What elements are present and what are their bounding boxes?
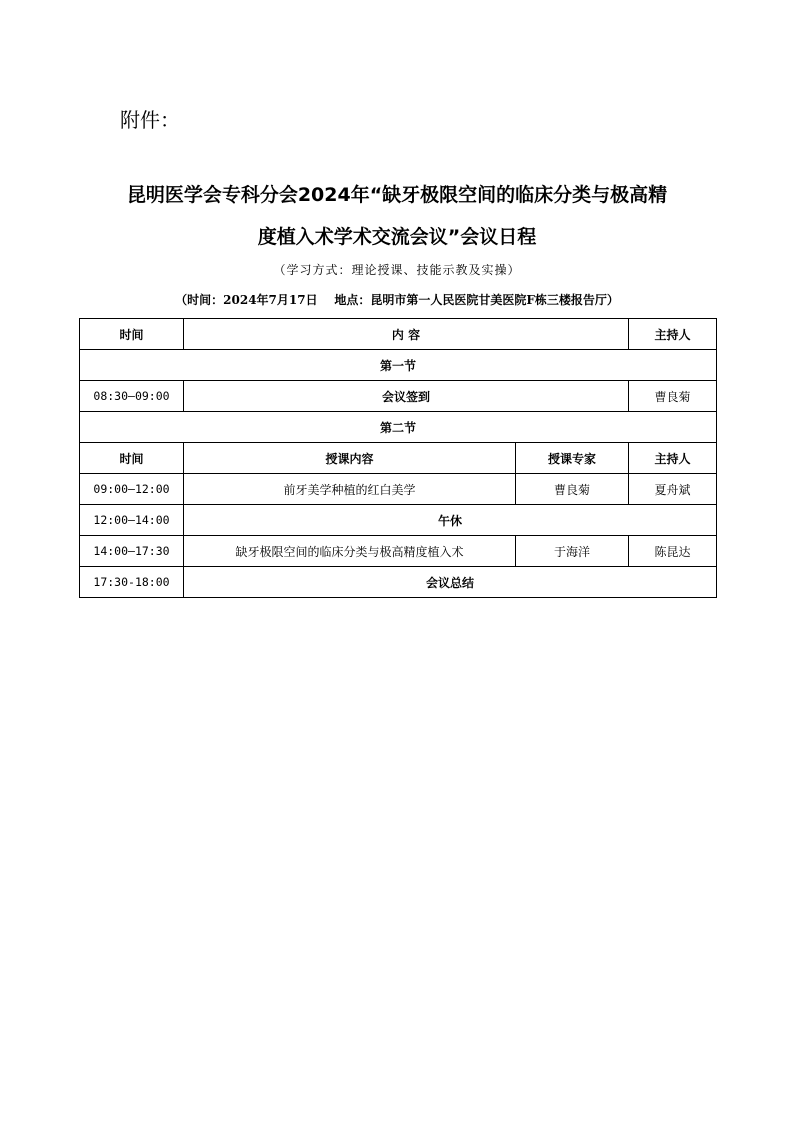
document-title-line2: 度植入术学术交流会议”会议日程 (257, 226, 537, 248)
row-expert: 曹良菊 (516, 474, 629, 505)
row-expert: 于海洋 (516, 536, 629, 567)
table-row (80, 381, 717, 412)
row-time: 12:00—14:00 (80, 505, 184, 536)
row-content: 会议签到 (184, 381, 629, 412)
table-row (80, 536, 717, 567)
table-header-row (80, 443, 717, 474)
document-title-line1: 昆明医学会专科分会2024年“缺牙极限空间的临床分类与极高精 (126, 184, 668, 206)
header-expert: 授课专家 (516, 443, 629, 474)
section-1-label: 第一节 (80, 350, 717, 381)
row-time: 08:30—09:00 (80, 381, 184, 412)
header-content: 内 容 (184, 319, 629, 350)
schedule-table (79, 318, 717, 598)
table-row (80, 505, 717, 536)
table-row (80, 474, 717, 505)
section-2-label: 第二节 (80, 412, 717, 443)
row-content: 前牙美学种植的红白美学 (184, 474, 516, 505)
table-row (80, 567, 717, 598)
learning-mode-subtitle: （学习方式：理论授课、技能示教及实操） (273, 263, 521, 277)
section-row (80, 412, 717, 443)
row-time: 17:30-18:00 (80, 567, 184, 598)
header-time: 时间 (80, 443, 184, 474)
header-time: 时间 (80, 319, 184, 350)
row-time: 09:00—12:00 (80, 474, 184, 505)
table-header-row (80, 319, 717, 350)
header-lecture-content: 授课内容 (184, 443, 516, 474)
row-content: 缺牙极限空间的临床分类与极高精度植入术 (184, 536, 516, 567)
section-row (80, 350, 717, 381)
row-host: 陈昆达 (629, 536, 717, 567)
time-location-line: （时间：2024年7月17日 地点：昆明市第一人民医院甘美医院F栋三楼报告厅） (175, 293, 619, 307)
row-host: 曹良菊 (629, 381, 717, 412)
header-host: 主持人 (629, 319, 717, 350)
attachment-label: 附件： (120, 108, 180, 132)
row-host: 夏舟斌 (629, 474, 717, 505)
row-time: 14:00—17:30 (80, 536, 184, 567)
row-content: 午休 (184, 505, 717, 536)
header-host: 主持人 (629, 443, 717, 474)
row-content: 会议总结 (184, 567, 717, 598)
